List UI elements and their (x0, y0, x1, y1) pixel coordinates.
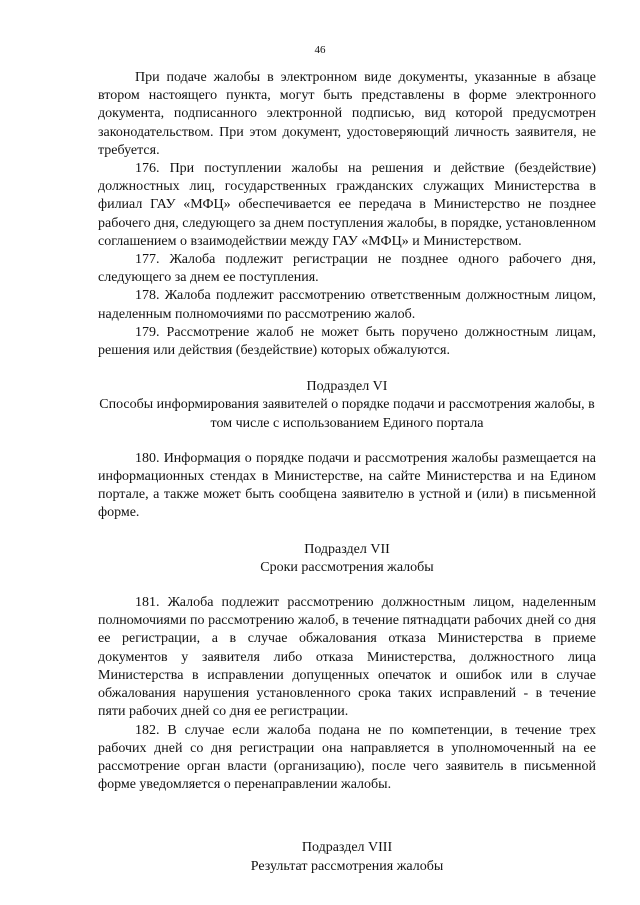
page-number: 46 (314, 44, 326, 56)
paragraph-177: 177. Жалоба подлежит регистрации не позднее одного рабочего дня, следующего за днем ее поступления. (98, 252, 596, 286)
paragraph-182: 182. В случае если жалоба подана не по компетенции, в течение трех рабочих дней со дня регистрации она направляется в уполномоченный на ее рассмотрение орган власти (организацию), после чего заявитель в письменной форме уведомляется о перенаправлении жалобы. (98, 722, 596, 793)
subsection-8-heading (98, 839, 596, 875)
subsection-6-title: Способы информирования заявителей о порядке подачи и рассмотрения жалобы, в том числе с использованием Единого портала (99, 397, 595, 431)
subsection-6-heading (98, 378, 596, 433)
subsection-7-heading (98, 541, 596, 577)
paragraph-178: 178. Жалоба подлежит рассмотрению ответственным должностным лицом, наделенным полномочиями по рассмотрению жалоб. (98, 288, 596, 322)
subsection-7-label: Подраздел VII (304, 541, 390, 557)
paragraph-176: 176. При поступлении жалобы на решения и действие (бездействие) должностных лиц, государственных гражданских служащих Министерства в филиал ГАУ «МФЦ» обеспечивается ее передача в Министерство не позднее рабочего дня, следующего за днем поступления жалобы, в порядке, установленном соглашением о взаимодействии между ГАУ «МФЦ» и Министерством. (98, 161, 596, 249)
document-body (98, 69, 596, 876)
subsection-7-title: Сроки рассмотрения жалобы (260, 559, 434, 575)
subsection-8-label: Подраздел VIII (301, 840, 393, 856)
paragraph-180: 180. Информация о порядке подачи и рассмотрения жалобы размещается на информационных стендах в Министерстве, на сайте Министерства и на Едином портале, а также может быть сообщена заявителю в устной и (или) в письменной форме. (98, 450, 596, 521)
paragraph-electronic-submission: При подаче жалобы в электронном виде документы, указанные в абзаце втором настоящего пункта, могут быть представлены в форме электронного документа, подписанного электронной подписью, вид которой предусмотрен законодательством. При этом документ, удостоверяющий личность заявителя, не требуется. (98, 70, 596, 158)
subsection-8-title: Результат рассмотрения жалобы (250, 858, 444, 874)
paragraph-179: 179. Рассмотрение жалоб не может быть поручено должностным лицам, решения или действия (бездействие) которых обжалуются. (98, 324, 596, 359)
paragraph-181: 181. Жалоба подлежит рассмотрению должностным лицом, наделенным полномочиями по рассмотрению жалоб, в течение пятнадцати рабочих дней со дня ее регистрации, а в случае обжалования отказа Министерства в приеме документов у заявителя либо отказа Министерства, должностного лица Министерства в исправлении допущенных опечаток и ошибок или в случае обжалования нарушения установленного срока таких исправлений - в течение пяти рабочих дней со дня ее регистрации. (98, 595, 596, 720)
subsection-6-label: Подраздел VI (306, 379, 388, 395)
